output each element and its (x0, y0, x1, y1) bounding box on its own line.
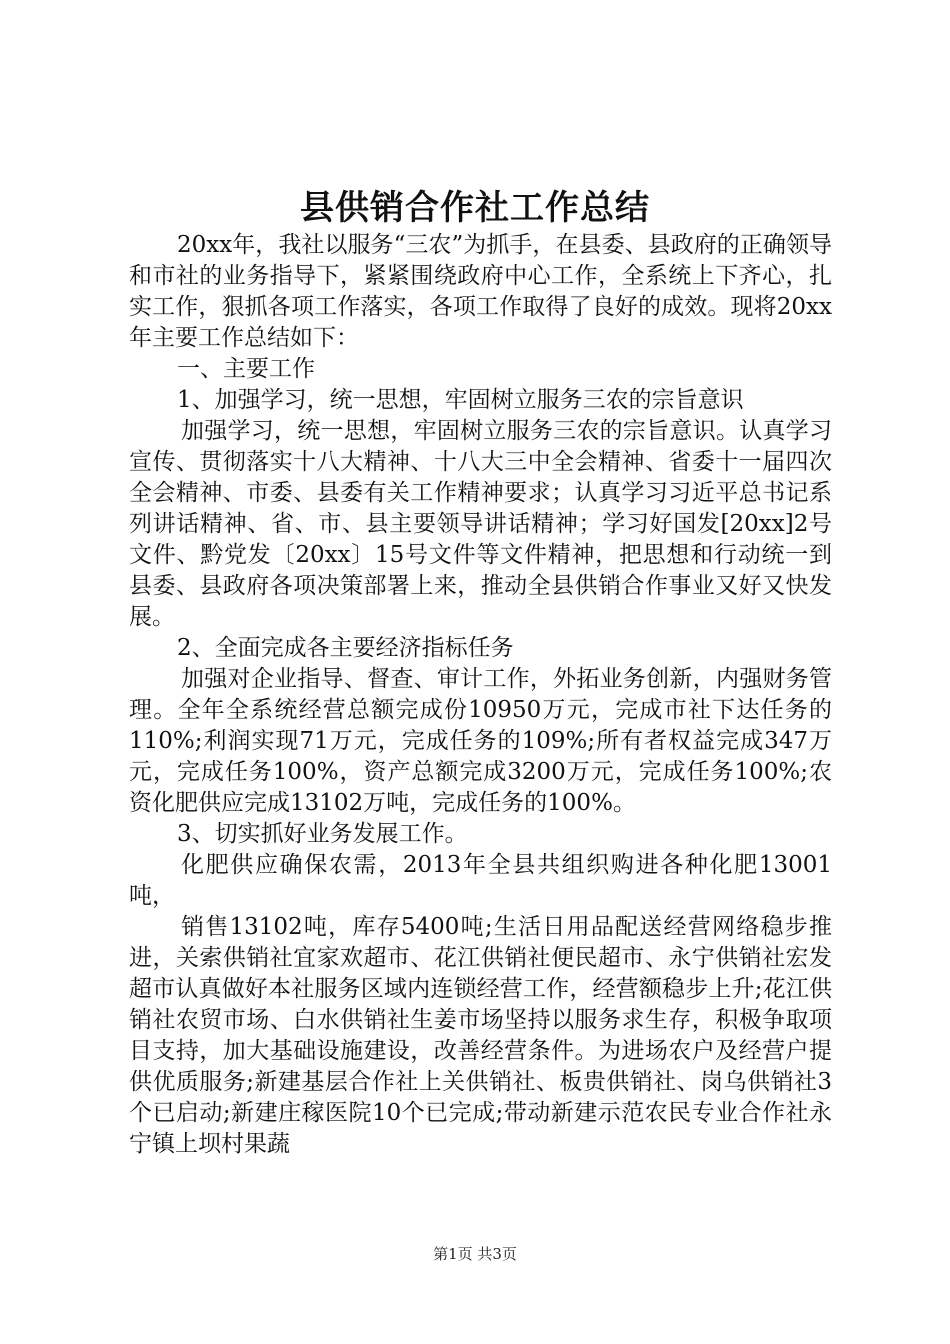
body-paragraph: 加强学习，统一思想，牢固树立服务三农的宗旨意识。认真学习宣传、贯彻落实十八大精神、十八大三中全会精神、省委十一届四次全会精神、市委、县委有关工作精神要求；认真学习习近平总书记系列讲话精神、省、市、县主要领导讲话精神；学习好国发[20xx]2号文件、黔党发〔20xx〕15号文件等文件精神，把思想和行动统一到县委、县政府各项决策部署上来，推动全县供销合作事业又好又快发展。 (129, 418, 832, 630)
document-body (129, 230, 832, 1160)
document-title: 县供销合作社工作总结 (300, 188, 650, 228)
subsection-heading: 2、全面完成各主要经济指标任务 (177, 635, 514, 661)
intro-paragraph: 20xx年，我社以服务“三农”为抓手，在县委、县政府的正确领导和市社的业务指导下，紧紧围绕政府中心工作，全系统上下齐心，扎实工作，狠抓各项工作落实，各项工作取得了良好的成效。现将20xx年主要工作总结如下： (129, 232, 832, 351)
subsection-heading: 3、切实抓好业务发展工作。 (177, 821, 468, 847)
subsection-heading: 1、加强学习，统一思想，牢固树立服务三农的宗旨意识 (177, 387, 744, 413)
page-footer: 第1页 共3页 (433, 1245, 517, 1263)
section-heading: 一、主要工作 (177, 356, 315, 382)
body-paragraph: 加强对企业指导、督查、审计工作，外拓业务创新，内强财务管理。全年全系统经营总额完成份10950万元，完成市社下达任务的110%;利润实现71万元，完成任务的109%;所有者权益完成347万元，完成任务100%，资产总额完成3200万元，完成任务100%;农资化肥供应完成13102万吨，完成任务的100%。 (129, 666, 832, 816)
body-paragraph: 化肥供应确保农需，2013年全县共组织购进各种化肥13001吨， (129, 852, 832, 909)
body-paragraph: 销售13102吨，库存5400吨;生活日用品配送经营网络稳步推进，关索供销社宜家欢超市、花江供销社便民超市、永宁供销社宏发超市认真做好本社服务区域内连锁经营工作，经营额稳步上升;花江供销社农贸市场、白水供销社生姜市场坚持以服务求生存，积极争取项目支持，加大基础设施建设，改善经营条件。为进场农户及经营户提供优质服务;新建基层合作社上关供销社、板贵供销社、岗乌供销社3个已启动;新建庄稼医院10个已完成;带动新建示范农民专业合作社永宁镇上坝村果蔬 (129, 914, 832, 1157)
